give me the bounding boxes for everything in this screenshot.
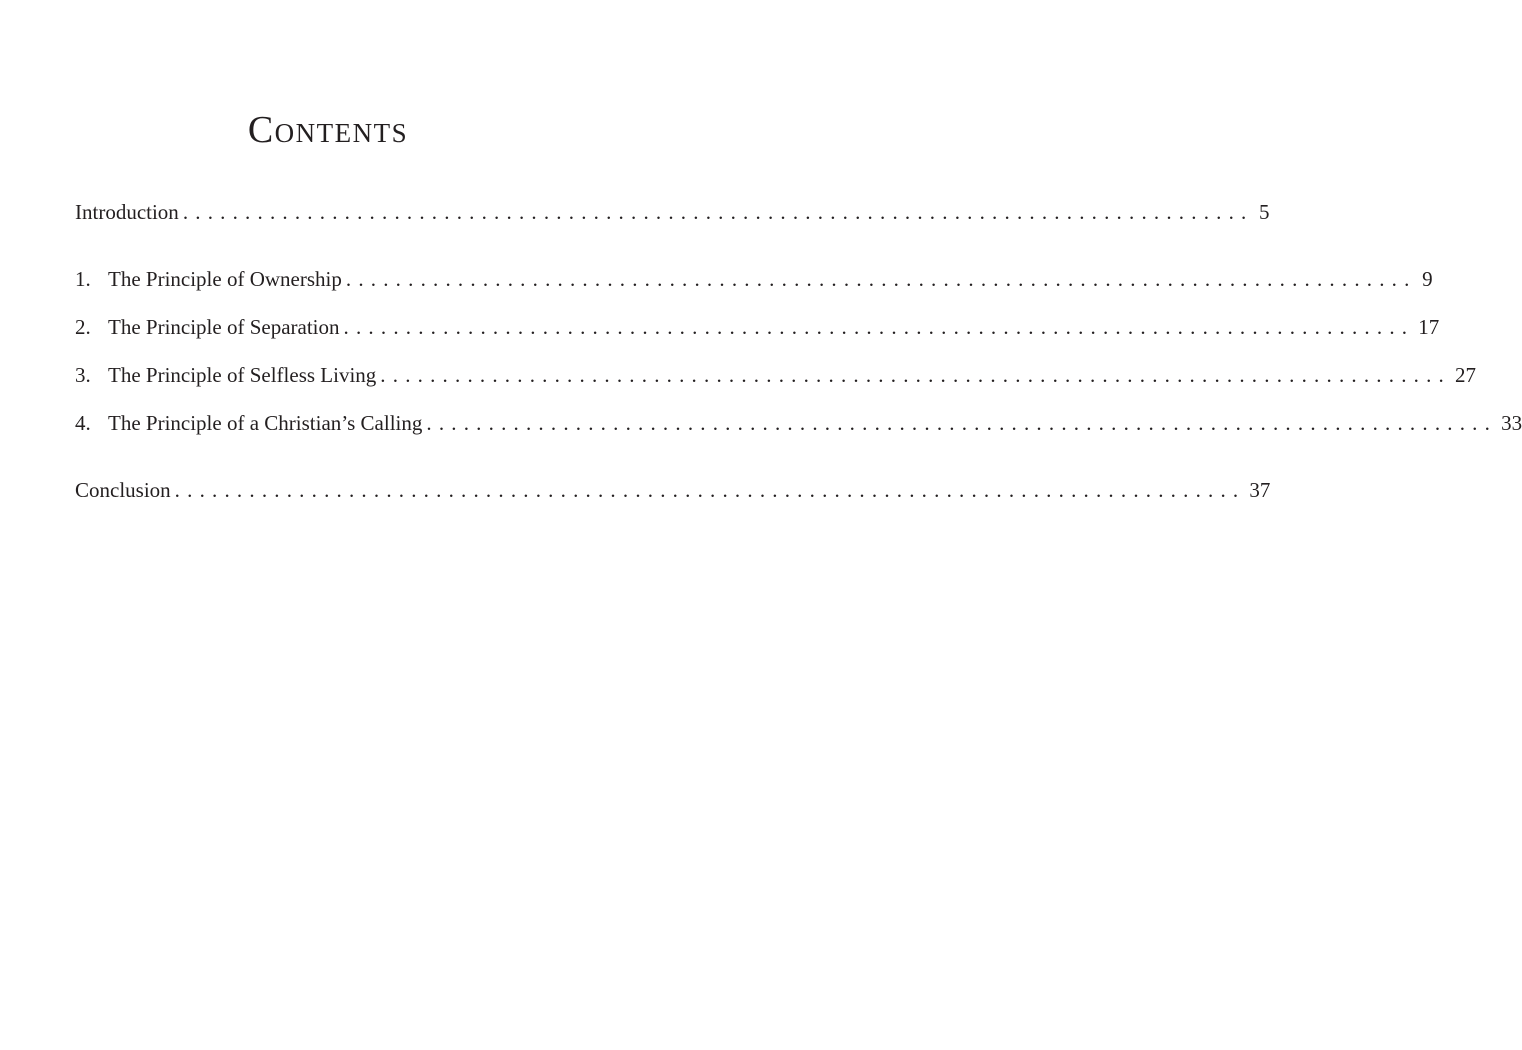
toc-entry-label: The Principle of Separation — [108, 315, 340, 339]
toc-entry-label: The Principle of Ownership — [108, 267, 342, 291]
toc-page-number: 33 — [1501, 411, 1522, 435]
dot-leader: ...................................................................................... — [345, 267, 1417, 291]
dot-leader: ...................................................................................... — [182, 200, 1254, 224]
toc-page-number: 27 — [1455, 363, 1476, 387]
toc-page-number: 17 — [1418, 315, 1440, 339]
toc-entry-chapter-1[interactable] — [75, 264, 1433, 294]
toc-entry-chapter-4[interactable] — [75, 408, 1522, 438]
toc-entry-label: The Principle of Selfless Living — [108, 363, 377, 387]
toc-entry-label: Introduction — [75, 200, 179, 224]
toc-entry-label: The Principle of a Christian’s Calling — [108, 411, 423, 435]
toc-page-number: 37 — [1249, 478, 1271, 502]
toc-entry-introduction[interactable] — [75, 197, 1270, 227]
toc-entry-chapter-2[interactable] — [75, 312, 1440, 342]
toc-page-number: 5 — [1259, 200, 1270, 224]
dot-leader: ...................................................................................... — [380, 363, 1451, 387]
toc-entry-chapter-3[interactable] — [75, 360, 1476, 390]
chapter-number: 3. — [75, 363, 91, 387]
chapter-number: 1. — [75, 267, 91, 291]
chapter-number: 4. — [75, 411, 91, 435]
toc-entry-label: Conclusion — [75, 478, 171, 502]
toc-entry-conclusion[interactable] — [75, 475, 1271, 505]
dot-leader: ...................................................................................... — [174, 478, 1246, 502]
chapter-number: 2. — [75, 315, 91, 339]
dot-leader: ...................................................................................... — [343, 315, 1415, 339]
table-of-contents — [75, 0, 1522, 1050]
toc-page-number: 9 — [1422, 267, 1433, 291]
dot-leader: ...................................................................................... — [426, 411, 1498, 435]
page-title: Contents — [247, 109, 409, 151]
